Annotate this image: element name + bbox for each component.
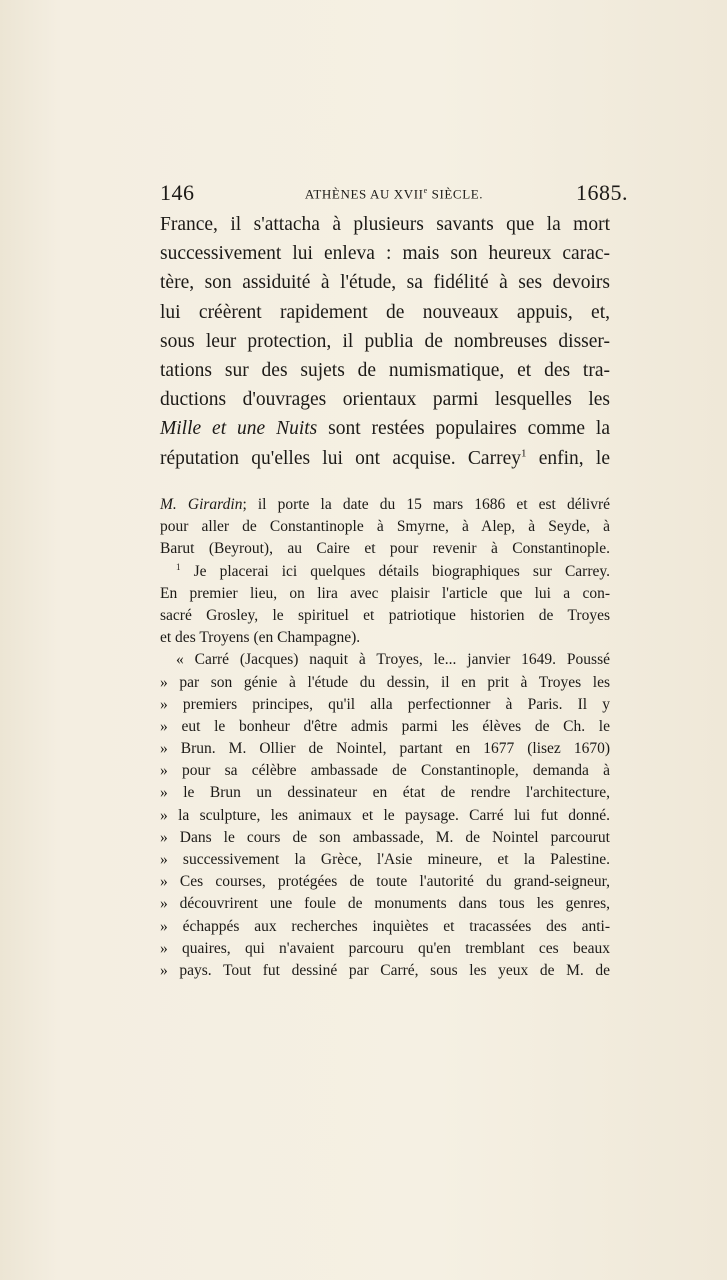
footnote-line: » Dans le cours de son ambassade, M. de Nointel parcourut [160, 828, 610, 846]
footnote-line: et des Troyens (en Champagne). [160, 629, 361, 647]
footnote-line [160, 494, 610, 516]
footnote-line: » le Brun un dessinateur en état de rendre l'architecture, [160, 784, 610, 802]
running-title-sup: e [423, 186, 428, 195]
running-title-suffix: SIÈCLE. [427, 186, 484, 202]
main-line [160, 414, 610, 443]
main-line: France, il s'attacha à plusieurs savants que la mort [160, 214, 610, 235]
footnote-line: sacré Grosley, le spirituel et patriotique historien de Troyes [160, 606, 610, 624]
footnote-line: » pays. Tout fut dessiné par Carré, sous les yeux de M. de [160, 961, 610, 979]
book-title-italic: Mille et une Nuits [160, 418, 318, 440]
main-line: successivement lui enleva : mais son heureux carac- [160, 243, 610, 265]
footnote-line: En premier lieu, on lira avec plaisir l'article que lui a con- [160, 584, 610, 602]
footnote-italic: M. Girardin [160, 496, 243, 513]
footnote-line: » eut le bonheur d'être admis parmi les élèves de Ch. le [160, 717, 610, 735]
footnote-line: pour aller de Constantinople à Smyrne, à Alep, à Seyde, à [160, 518, 610, 536]
footnotes [160, 494, 610, 982]
main-text [160, 210, 610, 473]
footnote-line: » découvrirent une foule de monuments dans tous les genres, [160, 895, 610, 913]
footnote-line: » échappés aux recherches inquiètes et tracassées des anti- [160, 917, 610, 935]
footnote-line: » la sculpture, les animaux et le paysage. Carré lui fut donné. [160, 806, 610, 824]
footnote-line: Barut (Beyrout), au Caire et pour revenir à Constantinople. [160, 540, 610, 558]
running-title [160, 186, 628, 202]
page-year: 1685. [576, 180, 628, 205]
footnote-line: « Carré (Jacques) naquit à Troyes, le... janvier 1649. Poussé [176, 651, 610, 669]
footnote-text: Je placerai ici quelques détails biographiques sur Carrey. [180, 562, 610, 580]
main-line-text: sont restées populaires comme la [317, 418, 610, 440]
main-line: ductions d'ouvrages orientaux parmi lesquelles les [160, 389, 610, 411]
running-header [160, 180, 628, 210]
footnote-marker: 1 [176, 561, 181, 572]
running-title-prefix: ATHÈNES AU XVII [304, 186, 424, 202]
footnote-line: » par son génie à l'étude du dessin, il en prit à Troyes les [160, 673, 610, 691]
main-line: sous leur protection, il publia de nombreuses disser- [160, 330, 610, 352]
footnote-ref: 1 [520, 447, 527, 459]
main-line [160, 444, 610, 473]
footnote-line: » Brun. M. Ollier de Nointel, partant en 1677 (lisez 1670) [160, 740, 610, 758]
footnote-line [160, 561, 610, 583]
footnote-line: » successivement la Grèce, l'Asie mineure, et la Palestine. [160, 851, 610, 868]
footnote-line: » premiers principes, qu'il alla perfectionner à Paris. Il y [160, 695, 610, 713]
main-line: tère, son assiduité à l'étude, sa fidélité à ses devoirs [160, 272, 610, 294]
footnote-line: » pour sa célèbre ambassade de Constantinople, demanda à [160, 762, 610, 780]
main-line-text: réputation qu'elles lui ont acquise. Carrey [160, 447, 521, 469]
footnote-line: » quaires, qui n'avaient parcouru qu'en tremblant ces beaux [160, 939, 610, 957]
main-line: tations sur des sujets de numismatique, et des tra- [160, 359, 610, 381]
main-line: lui créèrent rapidement de nouveaux appuis, et, [160, 301, 610, 323]
footnote-line: » Ces courses, protégées de toute l'autorité du grand-seigneur, [160, 873, 610, 891]
footnote-text: ; il porte la date du 15 mars 1686 et est délivré [242, 496, 610, 513]
main-line-text: enfin, le [526, 447, 611, 469]
page-number: 146 [160, 180, 195, 205]
